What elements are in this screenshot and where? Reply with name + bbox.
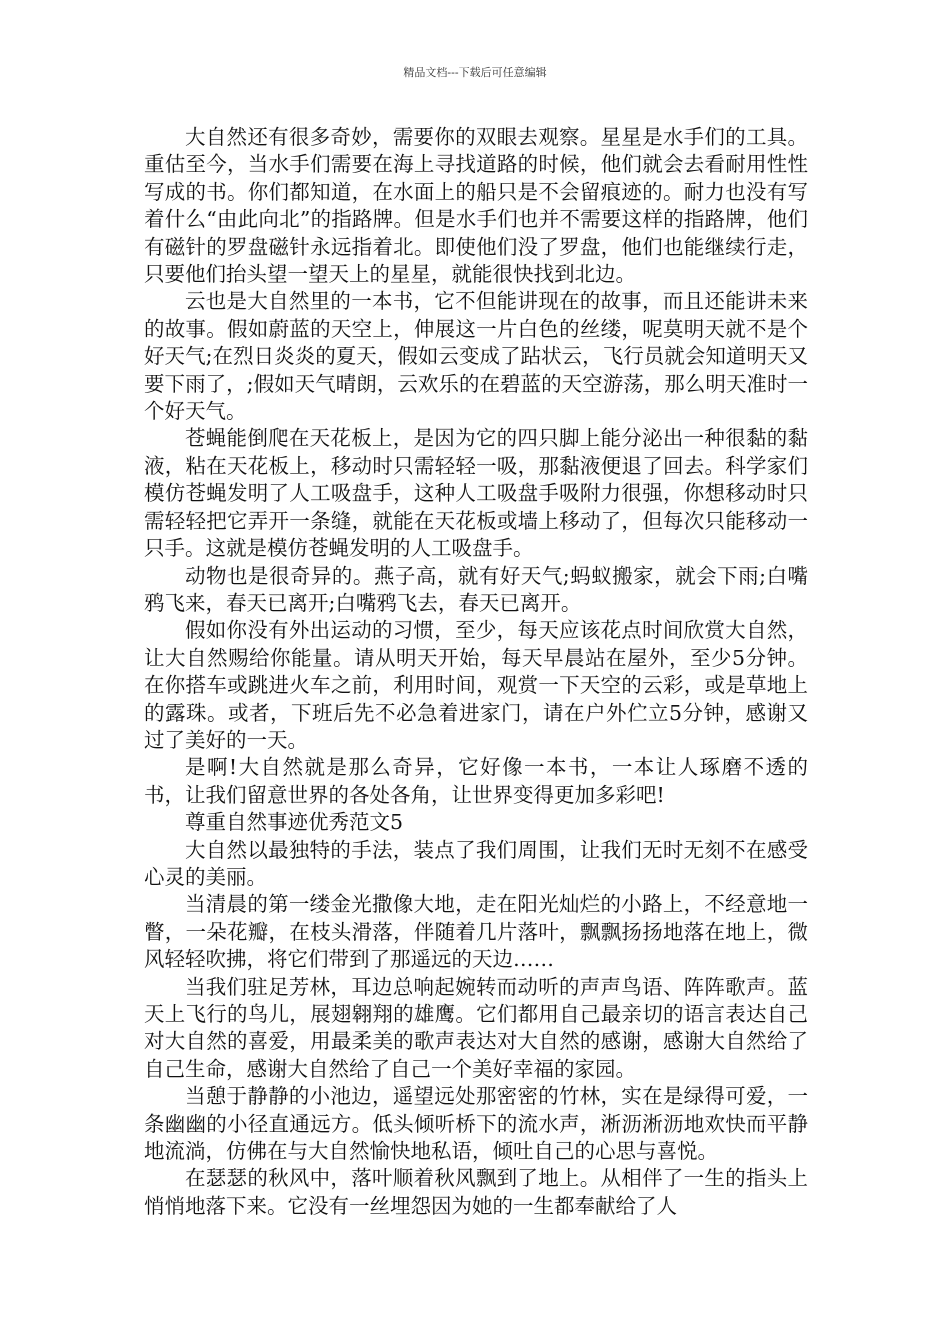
paragraph-morning: 当清晨的第一缕金光撒像大地，走在阳光灿烂的小路上，不经意地一瞥，一朵花瓣，在枝头滑落，伴随着几片落叶，飘飘扬扬地落在地上，微风轻轻吹拂，将它们带到了那遥远的天边…… [144,892,808,972]
paragraph-flies: 苍蝇能倒爬在天花板上，是因为它的四只脚上能分泌出一种很黏的黏液，粘在天花板上，移动时只需轻轻一吸，那黏液便退了回去。科学家们模仿苍蝇发明了人工吸盘手，这种人工吸盘手吸附力很强，你想移动时只需轻轻把它弄开一条缝，就能在天花板或墙上移动了，但每次只能移动一只手。这就是模仿苍蝇发明的人工吸盘手。 [144,426,808,561]
paragraph-pond: 当憩于静静的小池边，遥望远处那密密的竹林，实在是绿得可爱，一条幽幽的小径直通远方。低头倾听桥下的流水声，淅沥淅沥地欢快而平静地流淌，仿佛在与大自然愉快地私语，倾吐自己的心思与喜悦。 [144,1084,808,1164]
paragraph-forest: 当我们驻足芳林，耳边总响起婉转而动听的声声鸟语、阵阵歌声。蓝天上飞行的鸟儿，展翅翱翔的雄鹰。它们都用自己最亲切的语言表达自己对大自然的喜爱，用最柔美的歌声表达对大自然的感谢，感谢大自然给了自己生命，感谢大自然给了自己一个美好幸福的家园。 [144,974,808,1081]
paragraph-conclusion: 是啊!大自然就是那么奇异，它好像一本书，一本让人琢磨不透的书，让我们留意世界的各处各角，让世界变得更加多彩吧! [144,755,808,807]
paragraph-clouds: 云也是大自然里的一本书，它不但能讲现在的故事，而且还能讲未来的故事。假如蔚蓝的天空上，伸展这一片白色的丝缕，呢莫明天就不是个好天气;在烈日炎炎的夏天，假如云变成了跕状云，飞行员就会知道明天又要下雨了，;假如天气晴朗，云欢乐的在碧蓝的天空游荡，那么明天准时一个好天气。 [144,289,808,424]
paragraph-animals: 动物也是很奇异的。燕子高，就有好天气;蚂蚁搬家，就会下雨;白嘴鸦飞来，春天已离开;白嘴鸦飞去，春天已离开。 [144,563,808,615]
section-title: 尊重自然事迹优秀范文5 [185,810,404,835]
paragraph-habit: 假如你没有外出运动的习惯，至少，每天应该花点时间欣赏大自然，让大自然赐给你能量。请从明天开始，每天早晨站在屋外，至少5分钟。在你搭车或跳进火车之前，利用时间，观赏一下天空的云彩，或是草地上的露珠。或者，下班后先不必急着进家门，请在户外伫立5分钟，感谢又过了美好的一天。 [144,618,808,752]
paragraph-intro: 大自然以最独特的手法，装点了我们周围，让我们无时无刻不在感受心灵的美丽。 [144,837,808,889]
paragraph-autumn: 在瑟瑟的秋风中，落叶顺着秋风飘到了地上。从相伴了一生的指头上悄悄地落下来。它没有一丝埋怨因为她的一生都奉献给了人 [144,1166,808,1218]
document-body [144,124,808,1220]
paragraph-stars: 大自然还有很多奇妙，需要你的双眼去观察。星星是水手们的工具。重估至今，当水手们需要在海上寻找道路的时候，他们就会去看耐用性性写成的书。你们都知道，在水面上的船只是不会留痕迹的。耐力也没有写着什么“由此向北”的指路牌。但是水手们也并不需要这样的指路牌，他们有磁针的罗盘磁针永远指着北。即使他们没了罗盘，他们也能继续行走，只要他们抬头望一望天上的星星，就能很快找到北边。 [144,125,808,287]
page-header: 精品文档---下载后可任意编辑 [403,66,547,79]
